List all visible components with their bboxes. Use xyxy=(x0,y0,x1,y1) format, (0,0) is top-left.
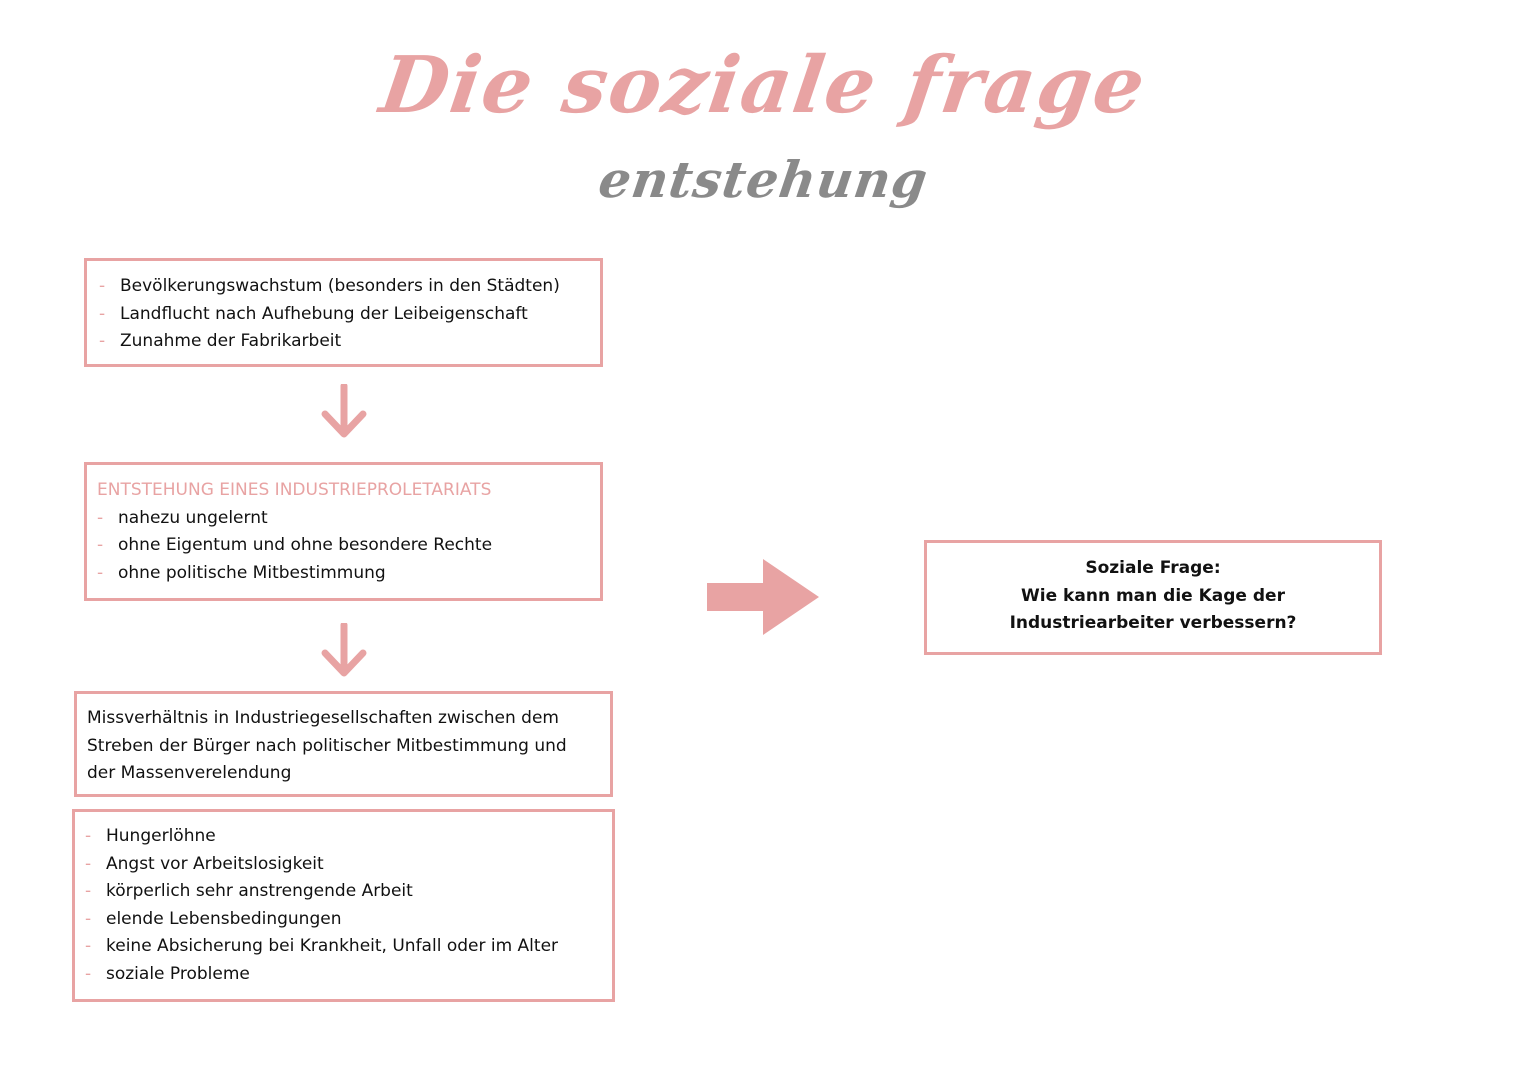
dash-bullet: - xyxy=(85,826,92,846)
dash-bullet: - xyxy=(97,535,104,555)
list-item xyxy=(85,823,602,851)
list-item-text: elende Lebensbedingungen xyxy=(106,908,342,929)
dash-bullet: - xyxy=(99,303,106,324)
imbalance-box xyxy=(74,691,613,797)
proletariat-heading: ENTSTEHUNG EINES INDUSTRIEPROLETARIATS xyxy=(97,480,492,500)
list-item-text: Bevölkerungswachstum (besonders in den Städten) xyxy=(120,276,560,296)
list-item-text: Angst vor Arbeitslosigkeit xyxy=(106,853,324,874)
list-item-text: Landflucht nach Aufhebung der Leibeigenschaft xyxy=(120,303,528,324)
list-item xyxy=(99,328,590,356)
dash-bullet: - xyxy=(85,908,92,929)
list-item xyxy=(85,878,602,906)
arrow-down-icon xyxy=(320,384,368,440)
list-item xyxy=(85,961,602,989)
question-box xyxy=(924,540,1382,655)
list-item-text: nahezu ungelernt xyxy=(118,507,268,528)
imbalance-text: Missverhältnis in Industriegesellschaften zwischen dem Streben der Bürger nach politischer Mitbestimmung und der Massenverelendung xyxy=(87,708,567,783)
dash-bullet: - xyxy=(85,881,92,901)
problems-box xyxy=(72,809,615,1002)
list-item-text: soziale Probleme xyxy=(106,963,250,984)
list-item-text: Hungerlöhne xyxy=(106,826,216,846)
list-item xyxy=(85,851,602,879)
list-item-text: körperlich sehr anstrengende Arbeit xyxy=(106,881,413,901)
proletariat-list xyxy=(97,505,590,588)
proletariat-box xyxy=(84,462,603,601)
dash-bullet: - xyxy=(97,562,104,583)
page-title: Die soziale frage xyxy=(374,40,1153,131)
page-subtitle: entstehung xyxy=(595,150,932,209)
dash-bullet: - xyxy=(97,507,104,528)
dash-bullet: - xyxy=(85,936,92,956)
list-item-text: ohne Eigentum und ohne besondere Rechte xyxy=(118,535,493,555)
list-item xyxy=(97,532,590,560)
dash-bullet: - xyxy=(99,276,106,296)
dash-bullet: - xyxy=(85,853,92,874)
list-item-text: keine Absicherung bei Krankheit, Unfall oder im Alter xyxy=(106,936,559,956)
list-item xyxy=(97,505,590,533)
dash-bullet: - xyxy=(85,963,92,984)
arrow-right-icon xyxy=(707,559,821,635)
problems-list xyxy=(85,823,602,988)
causes-box xyxy=(84,258,603,367)
question-line: Wie kann man die Kage der xyxy=(1021,585,1285,606)
list-item xyxy=(99,273,590,301)
list-item-text: ohne politische Mitbestimmung xyxy=(118,562,386,583)
question-line: Industriearbeiter verbessern? xyxy=(1009,613,1297,633)
list-item xyxy=(85,933,602,961)
question-heading: Soziale Frage: xyxy=(1085,558,1221,578)
dash-bullet: - xyxy=(99,331,106,351)
arrow-down-icon xyxy=(320,623,368,679)
list-item-text: Zunahme der Fabrikarbeit xyxy=(120,331,342,351)
causes-list xyxy=(99,273,590,356)
list-item xyxy=(97,560,590,588)
list-item xyxy=(99,301,590,329)
list-item xyxy=(85,906,602,934)
